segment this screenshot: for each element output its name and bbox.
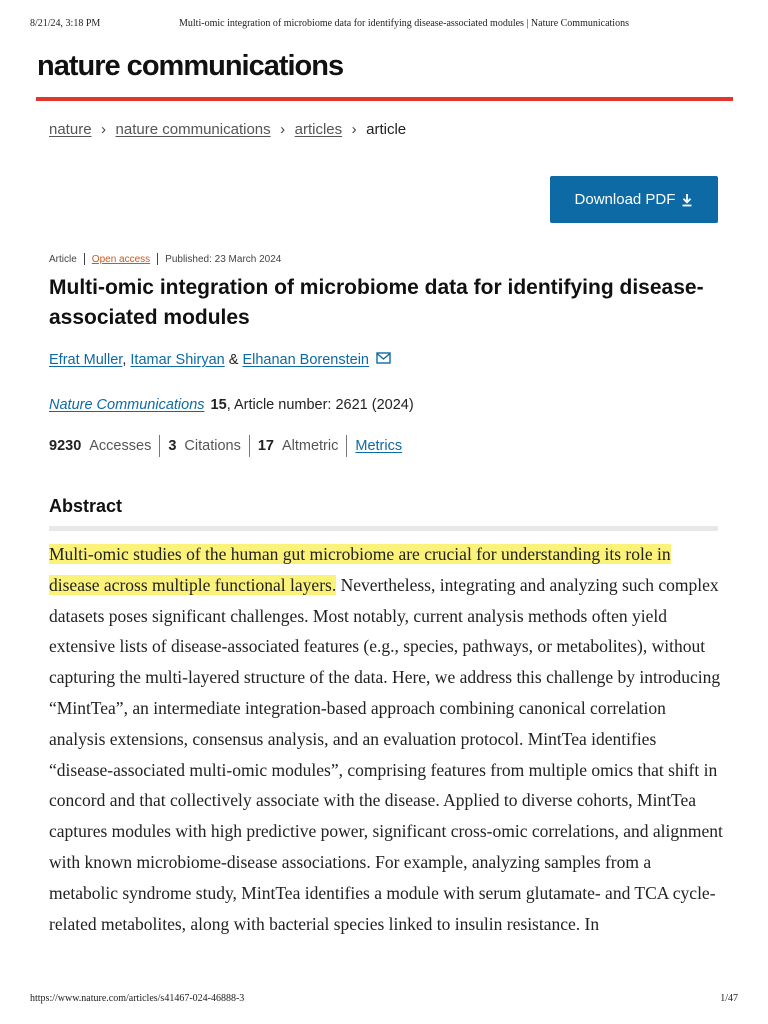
author-link[interactable]: Elhanan Borenstein	[242, 352, 370, 368]
chevron-right-icon: ›	[351, 121, 357, 138]
article-title: Multi-omic integration of microbiome data for identifying disease-associated modules	[49, 276, 704, 329]
print-date: 8/21/24, 3:18 PM	[30, 18, 101, 29]
article-metrics	[49, 435, 402, 457]
breadcrumb-link-nature-communications[interactable]: nature communications	[115, 121, 271, 138]
print-footer	[0, 993, 768, 1007]
print-document-title: Multi-omic integration of microbiome data for identifying disease-associated modules | Nature Communications	[179, 18, 629, 29]
citations-count: 3	[168, 438, 177, 454]
accesses-label: Accesses	[89, 438, 152, 454]
brand-divider	[36, 97, 733, 101]
breadcrumb-link-nature[interactable]: nature	[49, 121, 92, 138]
site-logo[interactable]: nature communications	[37, 50, 344, 82]
download-arrow-icon	[681, 193, 693, 207]
breadcrumb	[49, 121, 406, 138]
journal-link[interactable]: Nature Communications	[49, 397, 205, 413]
accesses-count: 9230	[49, 438, 82, 454]
author-link[interactable]: Efrat Muller	[49, 352, 123, 368]
breadcrumb-link-articles[interactable]: articles	[294, 121, 343, 138]
breadcrumb-current: article	[366, 121, 407, 138]
abstract-text	[49, 539, 724, 939]
article-number: , Article number: 2621 (2024)	[226, 397, 414, 413]
abstract-body-text: Nevertheless, integrating and analyzing such complex datasets poses significant challenges. Most notably, current analysis methods often yield extensive lists of disease-associated features (e.g., species, pathways, or metabolites), without capturing the multi-layered structure of the data. Here, we address this challenge by introducing “MintTea”, an intermediate integration-based approach combining canonical correlation analysis extensions, consensus analysis, and an evaluation protocol. MintTea identifies “disease-associated multi-omic modules”, comprising features from multiple omics that shift in concord and that collectively associate with the disease. Applied to diverse cohorts, MintTea captures modules with high predictive power, significant cross-omic correlations, and alignment with known microbiome-disease associations. For example, analyzing samples from a metabolic syndrome study, MintTea identifies a module with serum glutamate- and TCA cycle-related metabolites, along with bacterial species linked to insulin resistance. In	[49, 574, 723, 934]
citations-label: Citations	[184, 438, 241, 454]
metrics-divider	[346, 435, 347, 457]
page-number: 1/47	[720, 993, 738, 1004]
print-url: https://www.nature.com/articles/s41467-024-46888-3	[30, 993, 245, 1004]
metrics-divider	[159, 435, 160, 457]
open-access-link[interactable]: Open access	[91, 253, 151, 265]
altmetric-score: 17	[257, 438, 274, 454]
author-list	[49, 352, 391, 368]
abstract-heading: Abstract	[49, 496, 123, 516]
author-link[interactable]: Itamar Shiryan	[130, 352, 225, 368]
article-type: Article	[49, 253, 77, 265]
author-ampersand: &	[228, 352, 239, 368]
print-header	[0, 18, 768, 34]
published-date: Published: 23 March 2024	[165, 253, 282, 265]
metrics-link[interactable]: Metrics	[355, 438, 403, 454]
journal-volume: 15	[210, 397, 227, 413]
chevron-right-icon: ›	[101, 121, 107, 138]
mail-icon[interactable]	[376, 352, 391, 368]
citation-line	[49, 397, 414, 413]
article-meta	[49, 253, 281, 265]
download-pdf-label: Download PDF	[574, 191, 676, 208]
altmetric-label: Altmetric	[281, 438, 339, 454]
download-pdf-button[interactable]	[550, 176, 718, 223]
meta-divider	[157, 253, 158, 265]
author-separator: ,	[122, 352, 127, 368]
chevron-right-icon: ›	[280, 121, 286, 138]
abstract-divider	[49, 526, 718, 531]
highlighted-sentence: Multi-omic studies of the human gut microbiome are crucial for understanding its role in disease across multiple functional layers.	[49, 544, 671, 595]
meta-divider	[84, 253, 85, 265]
metrics-divider	[249, 435, 250, 457]
